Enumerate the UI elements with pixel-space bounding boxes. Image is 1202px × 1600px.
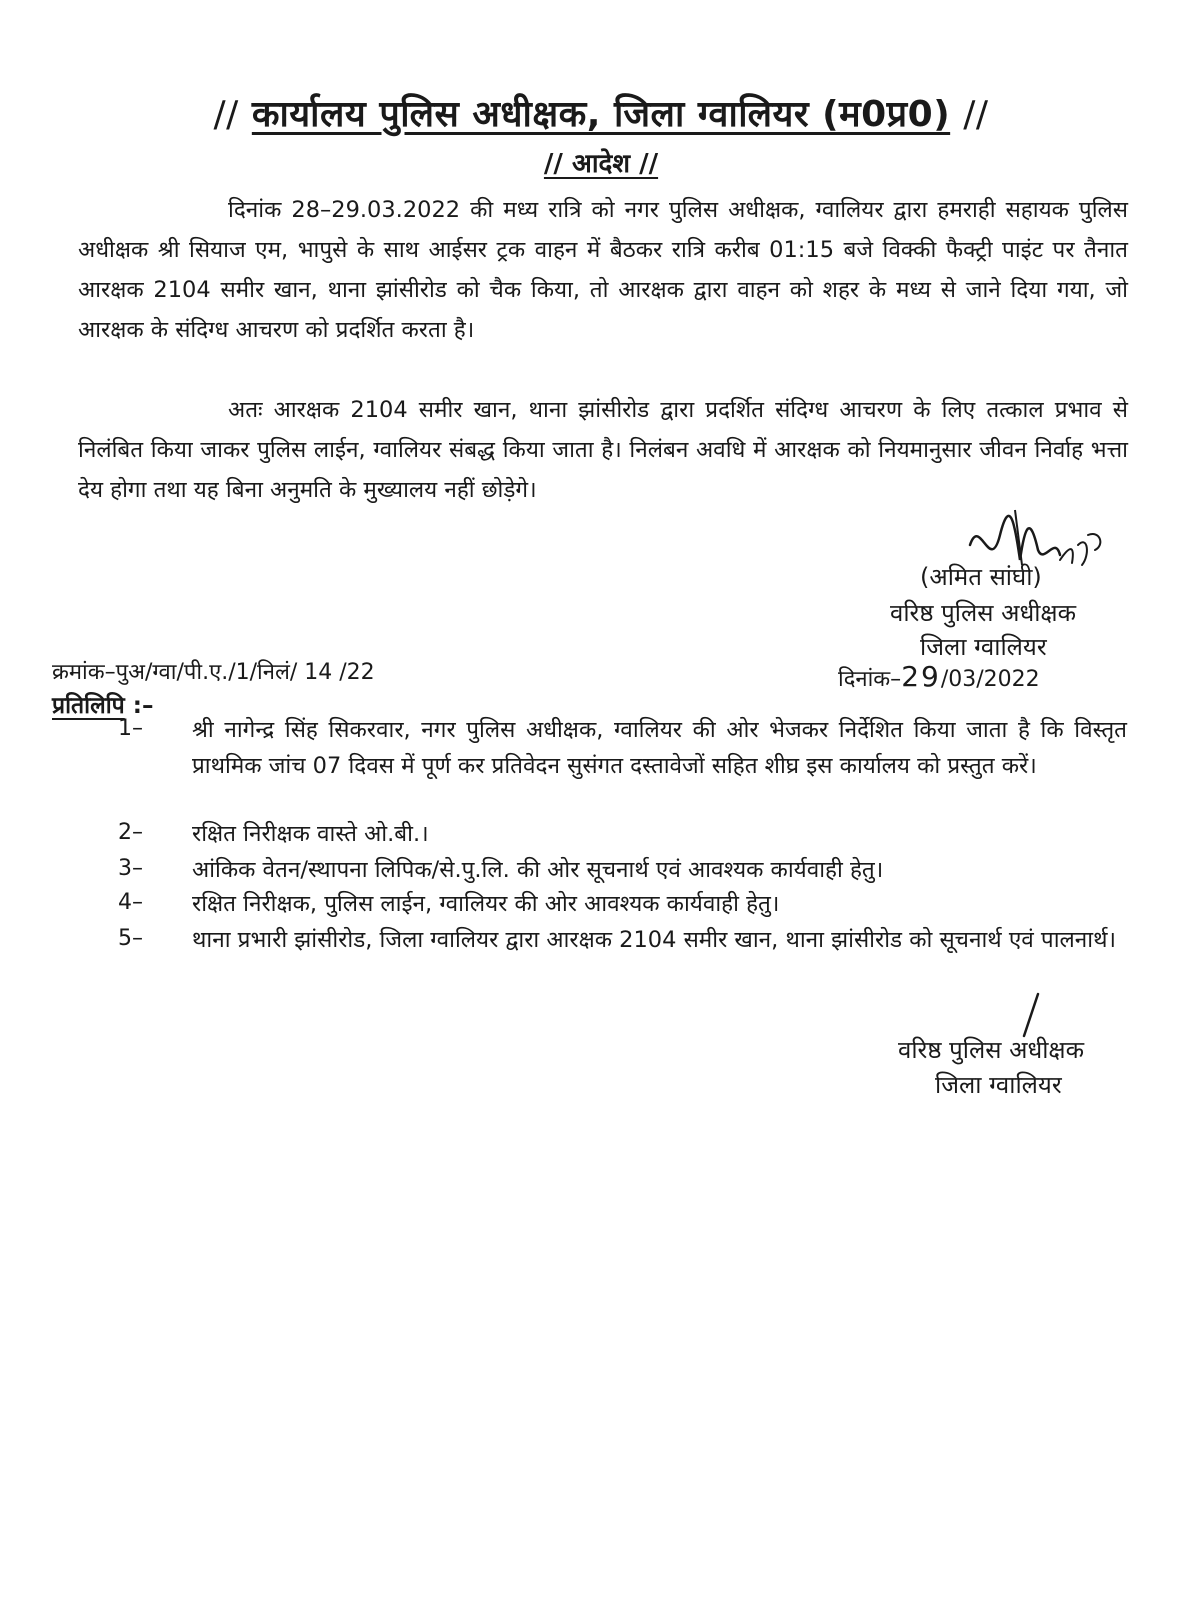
title-slashes-right: // xyxy=(963,94,989,135)
copy-heading-suffix: :– xyxy=(124,693,154,719)
reference-date xyxy=(838,660,1040,693)
signatory-designation: वरिष्ठ पुलिस अधीक्षक xyxy=(890,599,1077,627)
copy-item-number: 3– xyxy=(118,856,143,881)
copy-item-number: 2– xyxy=(118,820,143,845)
title-slashes-left: // xyxy=(213,94,239,135)
copy-item-number: 5– xyxy=(118,926,143,951)
signatory-name: (अमित सांघी) xyxy=(920,563,1042,591)
copy-item-number: 4– xyxy=(118,890,143,915)
date-day: 29 xyxy=(901,660,941,693)
body-paragraph-2: अतः आरक्षक 2104 समीर खान, थाना झांसीरोड द्वारा प्रदर्शित संदिग्ध आचरण के लिए तत्काल प्रभाव से निलंबित किया जाकर पुलिस लाईन, ग्वालियर संबद्ध किया जाता है। निलंबन अवधि में आरक्षक को नियमानुसार जीवन निर्वाह भत्ता देय होगा तथा यह बिना अनुमति के मुख्यालय नहीं छोड़ेगे। xyxy=(78,397,1128,503)
copy-item-text: रक्षित निरीक्षक वास्ते ओ.बी.। xyxy=(192,821,429,847)
date-rest: /03/2022 xyxy=(940,667,1040,692)
reference-number: क्रमांक–पुअ/ग्वा/पी.ए./1/निलं/ 14 /22 xyxy=(52,660,375,685)
copy-item-text: थाना प्रभारी झांसीरोड, जिला ग्वालियर द्वारा आरक्षक 2104 समीर खान, थाना झांसीरोड को सूचनार्थ एवं पालनार्थ। xyxy=(192,927,1117,953)
body-paragraph-1: दिनांक 28–29.03.2022 की मध्य रात्रि को नगर पुलिस अधीक्षक, ग्वालियर द्वारा हमराही सहायक पुलिस अधीक्षक श्री सियाज एम, भापुसे के साथ आईसर ट्रक वाहन में बैठकर रात्रि करीब 01:15 बजे विक्की फैक्ट्री पाइंट पर तैनात आरक्षक 2104 समीर खान, थाना झांसीरोड को चैक किया, तो आरक्षक द्वारा वाहन को शहर के मध्य से जाने दिया गया, जो आरक्षक के संदिग्ध आचरण को प्रदर्शित करता है। xyxy=(78,197,1128,343)
order-heading: // आदेश // xyxy=(543,149,659,179)
signatory-district: जिला ग्वालियर xyxy=(920,633,1047,661)
date-prefix: दिनांक– xyxy=(838,667,902,692)
copy-item-number: 1– xyxy=(118,716,143,741)
copy-item-text: श्री नागेन्द्र सिंह सिकरवार, नगर पुलिस अधीक्षक, ग्वालियर की ओर भेजकर निर्देशित किया जाता है कि विस्तृत प्राथमिक जांच 07 दिवस में पूर्ण कर प्रतिवेदन सुसंगत दस्तावेजों सहित शीघ्र इस कार्यालय को प्रस्तुत करें। xyxy=(192,717,1127,779)
copy-item-text: आंकिक वेतन/स्थापना लिपिक/से.पु.लि. की ओर सूचनार्थ एवं आवश्यक कार्यवाही हेतु। xyxy=(192,857,884,883)
office-title xyxy=(0,88,1202,137)
title-text: कार्यालय पुलिस अधीक्षक, जिला ग्वालियर (म0प्र0) xyxy=(251,94,951,135)
copy-item-text: रक्षित निरीक्षक, पुलिस लाईन, ग्वालियर की ओर आवश्यक कार्यवाही हेतु। xyxy=(192,891,780,917)
footer-designation: वरिष्ठ पुलिस अधीक्षक xyxy=(898,1036,1085,1064)
footer-district: जिला ग्वालियर xyxy=(935,1071,1062,1099)
copy-heading-label: प्रतिलिपि xyxy=(52,693,125,719)
